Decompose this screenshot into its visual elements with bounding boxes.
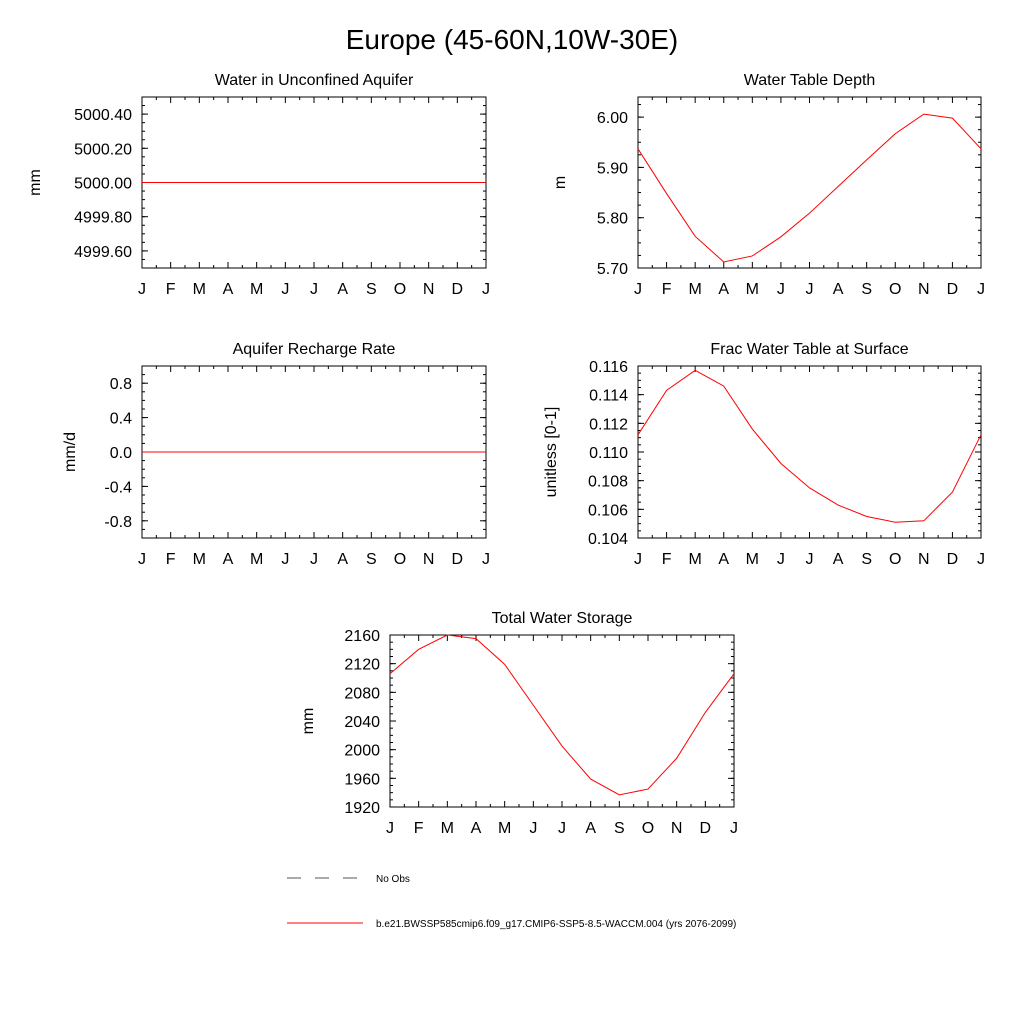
y-axis-label: mm/d: [62, 432, 79, 472]
x-tick-label: J: [805, 551, 814, 568]
x-tick-label: M: [192, 281, 206, 298]
y-tick-label: 6.00: [596, 110, 628, 128]
panel-5: [300, 610, 738, 837]
x-tick-label: J: [776, 551, 785, 568]
legend-model-label: b.e21.BWSSP585cmip6.f09_g17.CMIP6-SSP5-8.5-WACCM.004 (yrs 2076-2099): [376, 919, 737, 930]
plot-frame: [638, 366, 981, 538]
x-tick-label: M: [745, 551, 759, 568]
panels: [27, 72, 985, 837]
y-tick-label: 0.4: [109, 410, 132, 428]
panel-title: Total Water Storage: [491, 610, 633, 627]
y-axis-label: mm: [300, 707, 317, 735]
y-tick-label: 5000.20: [74, 141, 132, 159]
panel-1: [27, 72, 490, 298]
x-tick-label: J: [634, 281, 642, 298]
x-tick-label: M: [745, 281, 759, 298]
plot-frame: [390, 635, 734, 807]
panel-4: [543, 341, 985, 568]
x-tick-label: J: [482, 281, 490, 298]
x-tick-label: D: [699, 820, 712, 837]
x-tick-label: A: [222, 551, 234, 568]
y-tick-label: 5.80: [596, 210, 628, 228]
panel-title: Frac Water Table at Surface: [710, 341, 909, 358]
x-tick-label: A: [832, 551, 844, 568]
x-tick-label: J: [138, 281, 146, 298]
x-tick-label: S: [365, 551, 377, 568]
y-tick-label: 0.0: [109, 445, 132, 462]
series-line: [638, 114, 981, 262]
x-tick-label: N: [918, 281, 930, 298]
x-tick-label: D: [451, 551, 464, 568]
x-tick-label: A: [222, 281, 234, 298]
x-tick-label: J: [281, 281, 290, 298]
y-tick-label: 2120: [344, 656, 380, 674]
panel-title: Water Table Depth: [743, 72, 876, 89]
x-tick-label: S: [861, 281, 873, 298]
x-tick-label: J: [977, 551, 985, 568]
panel-2: [552, 72, 985, 298]
x-tick-label: D: [946, 551, 959, 568]
x-tick-label: S: [613, 820, 625, 837]
y-tick-label: 4999.80: [74, 209, 132, 227]
x-tick-label: M: [192, 551, 206, 568]
x-tick-label: N: [670, 820, 683, 837]
y-tick-label: 2000: [344, 742, 380, 760]
x-tick-label: M: [498, 820, 512, 837]
x-tick-label: O: [393, 281, 407, 298]
y-tick-label: 0.110: [589, 445, 628, 462]
figure-title: Europe (45-60N,10W-30E): [345, 24, 679, 55]
x-tick-label: A: [585, 820, 597, 837]
y-axis-label: mm: [27, 169, 44, 196]
x-tick-label: A: [470, 820, 482, 837]
x-tick-label: J: [138, 551, 146, 568]
x-tick-label: M: [688, 551, 702, 568]
x-tick-label: J: [634, 551, 642, 568]
x-tick-label: M: [440, 820, 454, 837]
y-tick-label: 0.112: [589, 416, 628, 434]
x-tick-label: J: [386, 820, 394, 837]
y-tick-label: 0.116: [589, 359, 628, 376]
x-tick-label: D: [946, 281, 959, 298]
x-tick-label: J: [977, 281, 985, 298]
x-tick-label: J: [558, 820, 566, 837]
y-tick-label: 0.104: [587, 531, 628, 548]
x-tick-label: J: [310, 551, 318, 568]
y-tick-label: 5000.00: [74, 175, 132, 193]
series-line: [638, 370, 981, 522]
x-tick-label: J: [529, 820, 538, 837]
x-tick-label: A: [337, 551, 349, 568]
x-tick-label: O: [641, 820, 655, 837]
y-tick-label: 2080: [344, 685, 380, 703]
x-tick-label: D: [451, 281, 464, 298]
y-tick-label: 5000.40: [74, 107, 132, 125]
series-line: [390, 635, 734, 795]
y-axis-label: unitless [0-1]: [543, 406, 560, 498]
x-tick-label: A: [718, 281, 730, 298]
x-tick-label: F: [165, 551, 176, 568]
x-tick-label: F: [661, 281, 672, 298]
x-tick-label: N: [422, 281, 435, 298]
y-tick-label: 5.90: [596, 160, 628, 178]
y-axis-label: m: [552, 175, 569, 190]
y-tick-label: 0.108: [587, 473, 628, 491]
x-tick-label: A: [718, 551, 730, 568]
x-tick-label: F: [661, 551, 672, 568]
x-tick-label: J: [310, 281, 318, 298]
y-tick-label: 4999.60: [74, 243, 132, 261]
x-tick-label: M: [250, 551, 264, 568]
y-tick-label: 1920: [344, 800, 380, 817]
x-tick-label: J: [805, 281, 814, 298]
y-tick-label: 1960: [344, 771, 380, 789]
x-tick-label: J: [281, 551, 290, 568]
x-tick-label: S: [861, 551, 873, 568]
y-tick-label: 0.106: [587, 502, 628, 520]
x-tick-label: F: [165, 281, 176, 298]
x-tick-label: J: [482, 551, 490, 568]
x-tick-label: A: [337, 281, 349, 298]
plot-frame: [638, 97, 981, 268]
panel-title: Aquifer Recharge Rate: [232, 341, 396, 358]
y-tick-label: 0.8: [109, 376, 132, 394]
y-tick-label: 5.70: [596, 261, 628, 278]
x-tick-label: O: [889, 551, 902, 568]
x-tick-label: M: [688, 281, 702, 298]
panel-3: [62, 341, 490, 568]
x-tick-label: N: [422, 551, 435, 568]
x-tick-label: F: [413, 820, 424, 837]
y-tick-label: -0.8: [104, 513, 132, 531]
legend-obs-label: No Obs: [376, 874, 410, 885]
y-tick-label: -0.4: [104, 479, 132, 497]
x-tick-label: O: [393, 551, 407, 568]
y-tick-label: 2040: [344, 714, 380, 731]
x-tick-label: O: [889, 281, 902, 298]
legend: [287, 874, 736, 930]
x-tick-label: A: [832, 281, 844, 298]
x-tick-label: N: [918, 551, 930, 568]
x-tick-label: S: [365, 281, 377, 298]
x-tick-label: M: [250, 281, 264, 298]
x-tick-label: J: [776, 281, 785, 298]
y-tick-label: 2160: [344, 628, 380, 645]
panel-title: Water in Unconfined Aquifer: [214, 72, 414, 89]
y-tick-label: 0.114: [589, 387, 628, 405]
x-tick-label: J: [730, 820, 738, 837]
